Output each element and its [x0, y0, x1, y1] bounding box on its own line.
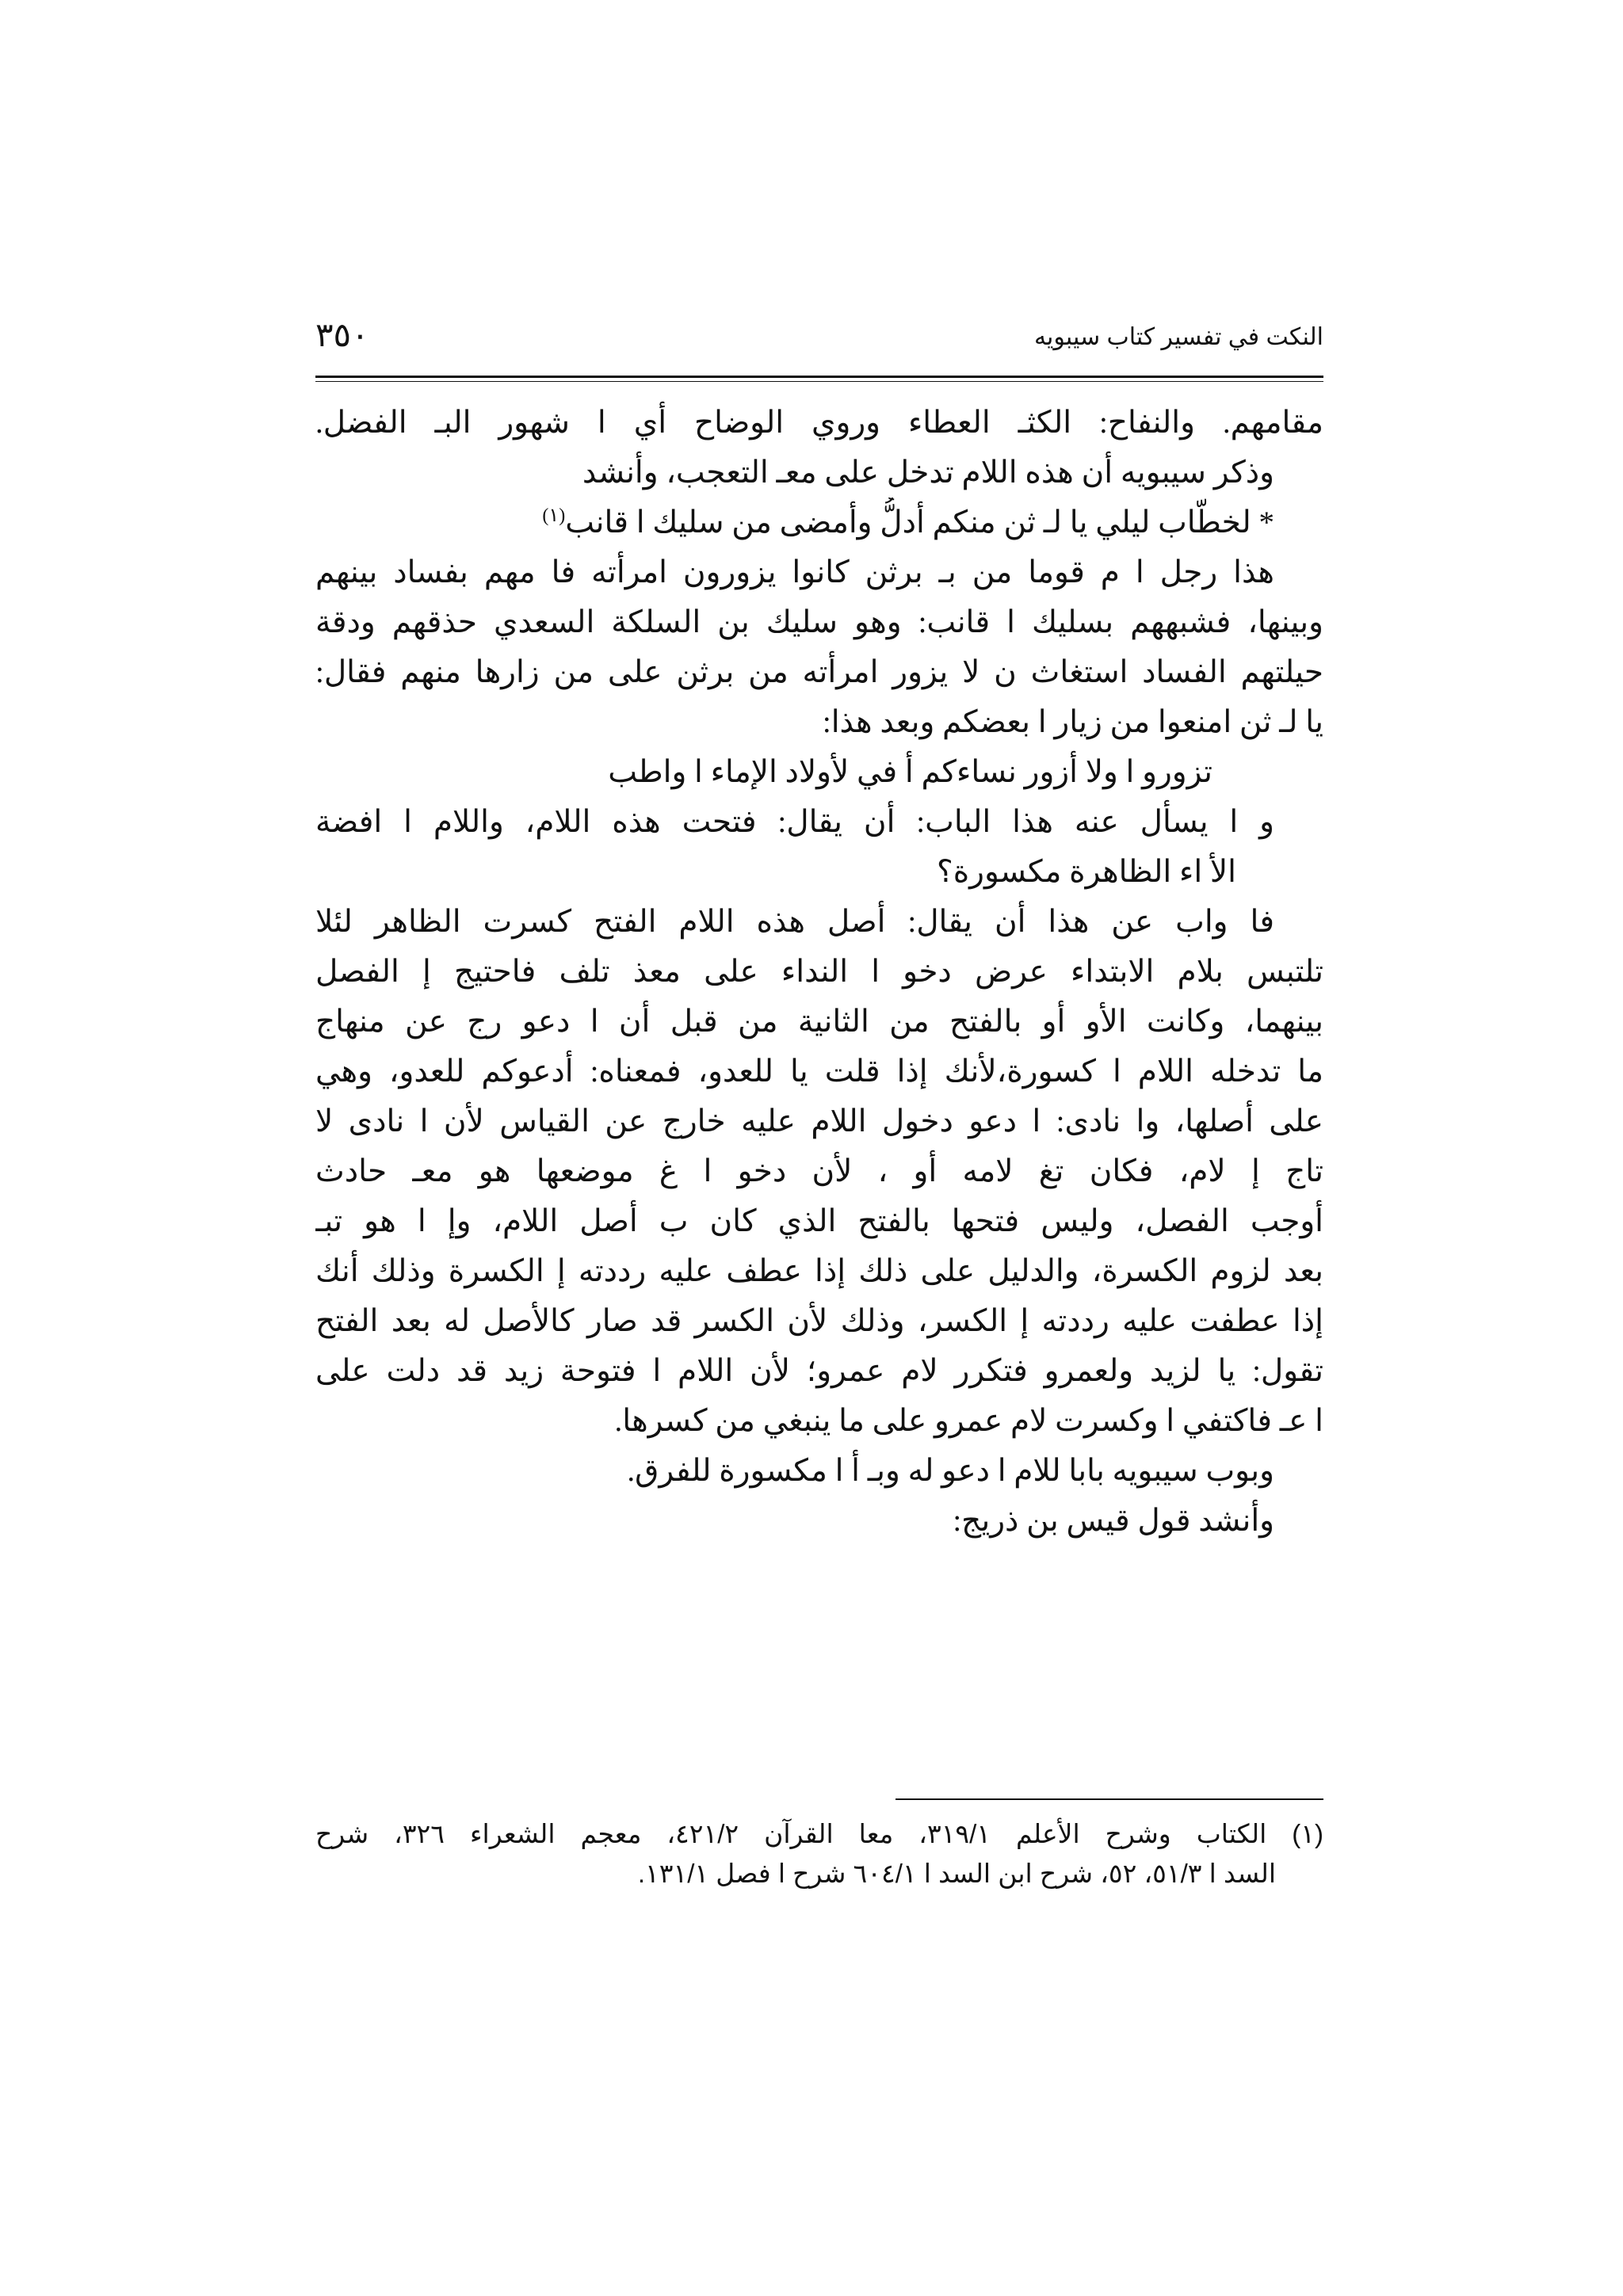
footnote-line: (١) الكتاب وشرح الأعلم ٣١٩/١، معا القرآن ٤٢١/٢، معجم الشعراء ٣٢٦، شرح: [315, 1819, 1323, 1848]
text-line: بينهما، وكانت الأو أو بالفتح من الثانية من قبل أن ا دعو رج عن منهاج: [315, 1005, 1323, 1039]
footnote-marker[interactable]: (١): [542, 505, 566, 526]
book-title: النكت في تفسير كتاب سيبويه: [1033, 324, 1323, 350]
text-line: إذا عطفت عليه رددته إ الكسر، وذلك لأن الكسر قد صار كالأصل له بعد الفتح: [315, 1304, 1323, 1338]
main-text: [315, 398, 1323, 1546]
text-line: وبوب سيبويه بابا للام ا دعو له وبـ أ ا مكسورة للفرق.: [627, 1454, 1274, 1488]
verse-line: تزورو ا ولا أزور نساءكم أ في لأولاد الإماء ا واطب: [608, 755, 1212, 789]
text-line: فا واب عن هذا أن يقال: أصل هذه اللام الفتح كسرت الظاهر لئلا: [315, 905, 1274, 939]
text-line: مقامهم. والنفاح: الكثـ العطاء وروي الوضاح أي ا شهور البـ الفضل.: [315, 406, 1323, 440]
header-divider: [315, 376, 1323, 382]
footnotes: [315, 1814, 1323, 1894]
running-header: [315, 315, 1323, 363]
text-line: وبينها، فشبههم بسليك ا قانب: وهو سليك بن السلكة السعدي حذقهم ودقة: [315, 605, 1323, 639]
text-line: ما تدخله اللام ا كسورة،لأنك إذا قلت يا للعدو، فمعناه: أدعوكم للعدو، وهي: [315, 1055, 1323, 1089]
text-line: و ا يسأل عنه هذا الباب: أن يقال: فتحت هذه اللام، واللام ا افضة: [315, 805, 1274, 839]
text-line: أوجب الفصل، وليس فتحها بالفتح الذي كان ب أصل اللام، وإ ا هو تبـ: [315, 1204, 1323, 1238]
text-line: وذكر سيبويه أن هذه اللام تدخل على معـ التعجب، وأنشد: [582, 456, 1274, 490]
text-line: تقول: يا لزيد ولعمرو فتكرر لام عمرو؛ لأن اللام ا فتوحة زيد قد دلت على: [315, 1354, 1323, 1388]
footnote-line: السد ا ٥١/٣، ٥٢، شرح ابن السد ا ٦٠٤/١ شرح ا فصل ١٣١/١.: [637, 1859, 1276, 1888]
verse-text: * لخطّاب ليلي يا لـ ثن منكم أدلُّ وأمضى من سليك ا قانب: [565, 505, 1274, 540]
text-line: بعد لزوم الكسرة، والدليل على ذلك إذا عطف عليه رددته إ الكسرة وذلك أنك: [315, 1254, 1323, 1288]
text-line: على أصلها، وا نادى: ا دعو دخول اللام عليه خارج عن القياس لأن ا نادى لا: [315, 1104, 1323, 1138]
text-line: الأ اء الظاهرة مكسورة؟: [937, 855, 1236, 889]
text-line: تاج إ لام، فكان تغ لامه أو ، لأن دخو ا غ موضعها هو معـ حادث: [315, 1154, 1323, 1188]
text-line: يا لـ ثن امنعوا من زيار ا بعضكم وبعد هذا:: [822, 705, 1323, 739]
text-line: وأنشد قول قيس بن ذريج:: [953, 1504, 1274, 1538]
page-number: ٣٥٠: [315, 318, 369, 354]
footnote-divider: [896, 1798, 1323, 1800]
text-line: تلتبس بلام الابتداء عرض دخو ا النداء على معذ تلف فاحتيج إ الفصل: [315, 955, 1323, 989]
text-line: ا عـ فاكتفي ا وكسرت لام عمرو على ما ينبغي من كسرها.: [614, 1404, 1323, 1438]
text-line: هذا رجل ا م قوما من بـ برثن كانوا يزورون امرأته فا مهم بفساد بينهم: [315, 555, 1274, 589]
verse-line: [315, 498, 1323, 547]
text-line: حيلتهم الفساد استغاث ن لا يزور امرأته من برثن على من زارها منهم فقال:: [315, 655, 1323, 689]
